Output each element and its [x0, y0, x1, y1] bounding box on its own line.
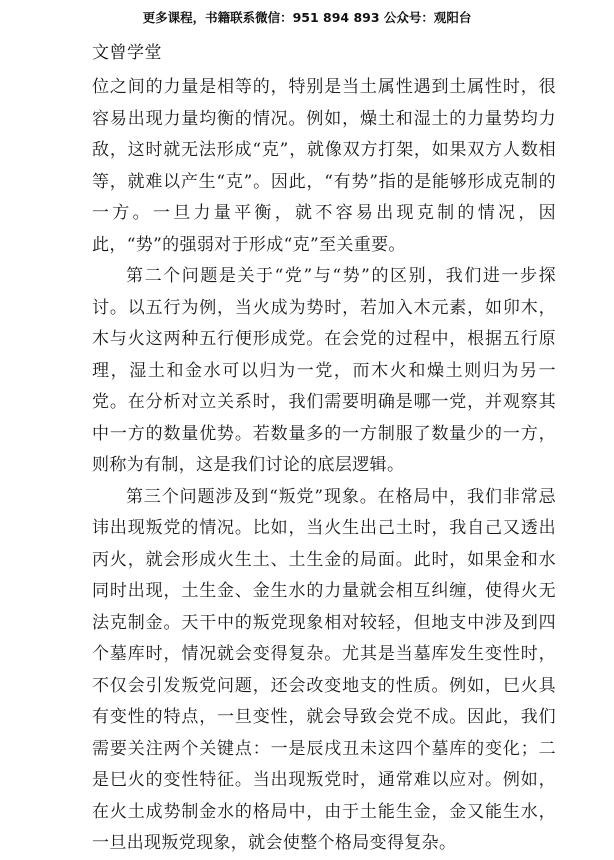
paragraph-2: 第二个问题是关于“党”与“势”的区别，我们进一步探讨。以五行为例，当火成为势时，若加入木元素，如卯木，木与火这两种五行便形成党。在会党的过程中，根据五行原理，湿土和金水可以归为一党，而木火和燥土则归为另一党。在分析对立关系时，我们需要明确是哪一党，并观察其中一方的数量优势。若数量多的一方制服了数量少的一方，则称为有制，这是我们讨论的底层逻辑。 [92, 266, 556, 475]
paragraph-3: 第三个问题涉及到“叛党”现象。在格局中，我们非常忌讳出现叛党的情况。比如，当火生出己土时，我自己又透出丙火，就会形成火生土、土生金的局面。此时，如果金和水同时出现，土生金、金生水的力量就会相互纠缠，使得火无法克制金。天干中的叛党现象相对较轻，但地支中涉及到四个墓库时，情况就会变得复杂。尤其是当墓库发生变性时，不仅会引发叛党问题，还会改变地支的性质。例如，巳火具有变性的特点，一旦变性，就会导致会党不成。因此，我们需要关注两个关键点：一是辰戌丑未这四个墓库的变化；二是巳火的变性特征。当出现叛党时，通常难以应对。例如，在火土成势制金水的格局中，由于土能生金，金又能生水，一旦出现叛党现象，就会使整个格局变得复杂。 [92, 486, 556, 853]
body-text [92, 72, 556, 860]
paragraph-1: 位之间的力量是相等的，特别是当土属性遇到土属性时，很容易出现力量均衡的情况。例如，燥土和湿土的力量势均力敌，这时就无法形成“克”，就像双方打架，如果双方人数相等，就难以产生“克”。因此，“有势”指的是能够形成克制的一方。一旦力量平衡，就不容易出现克制的情况，因此，“势”的强弱对于形成“克”至关重要。 [92, 77, 556, 255]
brand-name: 文曾学堂 [92, 43, 162, 63]
page-header-contact: 更多课程，书籍联系微信：951 894 893 公众号：观阳台 [142, 10, 472, 25]
